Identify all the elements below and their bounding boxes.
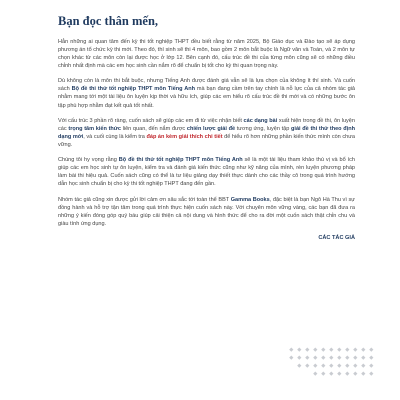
emphasis-strategy: chiến lược giải đề — [186, 125, 236, 132]
decorative-dot — [297, 363, 301, 367]
decorative-dot — [337, 347, 341, 351]
decorative-dot — [345, 355, 349, 359]
decorative-dot — [361, 371, 365, 375]
paragraph-5-text-end: , đặc biệt là bạn Ngô Hà Thu vì sự đồng hành và hỗ trợ tận tâm trong quá trình thực hiện cuốn sách này. Với chuyên môn vững vàng, các bạn đã đưa ra những ý kiến đóng góp quý báu giúp cải thiện cả nội dung và hình thức để cho ra đời một cuốn sách thật chỉn chu và giàu tính ứng dụng. — [58, 196, 355, 227]
decorative-dot — [369, 363, 373, 367]
paragraph-4-text: Chúng tôi hy vọng rằng — [58, 157, 119, 164]
paragraph-2 — [58, 77, 355, 109]
paragraph-3-text: Với cấu trúc 3 phần rõ ràng, cuốn sách sẽ giúp các em đi từ việc nhận biết — [58, 117, 244, 124]
decorative-dot — [289, 355, 293, 359]
paragraph-3-text: tương ứng, luyện tập — [235, 125, 292, 132]
decorative-dot — [361, 363, 365, 367]
decorative-dot-pattern — [290, 348, 378, 382]
paragraph-1-text: Hẳn những ai quan tâm đến kỳ thi tốt nghiệp THPT đều biết rằng từ năm 2025, Bộ Giáo dục và Đào tạo sẽ áp dụng phương án tổ chức kỳ thi mới. Theo đó, thí sinh sẽ thi 4 môn, bao gồm 2 môn bắt buộc là Ngữ văn và Toán, và 2 môn tự chọn khác từ các môn còn lại được học ở lớp 12. Bên cạnh đó, cấu trúc đề thi của từng môn cũng sẽ có những điều chỉnh nhất định mà các em học sinh cần nắm rõ để chuẩn bị tốt cho kỳ thi quan trọng này. — [58, 39, 355, 70]
publisher-emphasis: Gamma Books — [230, 196, 270, 203]
decorative-dot — [345, 371, 349, 375]
emphasis-answer-key: đáp án kèm giải thích chi tiết — [146, 133, 223, 140]
decorative-dot — [345, 347, 349, 351]
paragraph-2-text-end: mà bạn đang cầm trên tay chính là nỗ lực của cả nhóm tác giả nhằm mang tới một tài liệu ôn luyện kịp thời và hữu ích, giúp các em hiểu rõ cấu trúc đề thi mới và có những bước ôn tập phù hợp nhằm đạt kết quả tốt nhất. — [58, 86, 355, 109]
decorative-dot — [321, 347, 325, 351]
decorative-dot — [337, 371, 341, 375]
decorative-dot — [353, 371, 357, 375]
paragraph-4-text-end: sẽ là một tài liệu tham khảo thú vị và bổ ích giúp các em học sinh tự ôn luyện, kiểm tra và đánh giá kiến thức cũng như kỹ năng của mình, rèn luyện phương pháp làm bài thi hiệu quả. Cuốn sách cũng có thể là tư liệu giảng dạy thiết thực dành cho các thầy cô trong quá trình hướng dẫn học sinh chuẩn bị cho kỳ thi tốt nghiệp THPT đang đến gần. — [58, 157, 355, 188]
decorative-dot — [369, 347, 373, 351]
decorative-dot — [305, 363, 309, 367]
decorative-dot — [313, 363, 317, 367]
decorative-dot — [345, 363, 349, 367]
decorative-dot — [361, 347, 365, 351]
decorative-dot — [353, 363, 357, 367]
decorative-dot — [337, 363, 341, 367]
decorative-dot — [321, 363, 325, 367]
paragraph-1 — [58, 38, 355, 70]
decorative-dot — [353, 347, 357, 351]
paragraph-3-text: xuất hiện trong đề thi, ôn luyện các — [58, 117, 355, 132]
decorative-dot — [369, 371, 373, 375]
paragraph-5 — [58, 196, 355, 228]
paragraph-3-text-end: để hiểu rõ hơn những phần kiến thức mình còn chưa vững. — [58, 133, 355, 148]
paragraph-5-text: Nhóm tác giả cũng xin được gửi lời cảm ơn sâu sắc tới toàn thể BBT — [58, 196, 231, 203]
decorative-dot — [329, 347, 333, 351]
paragraph-2-text: Dù không còn là môn thi bắt buộc, nhưng Tiếng Anh được đánh giá vẫn sẽ là lựa chọn của không ít thí sinh. Và cuốn sách — [58, 78, 355, 93]
paragraph-4 — [58, 156, 355, 188]
decorative-dot — [297, 347, 301, 351]
authors-signature: CÁC TÁC GIẢ — [318, 234, 355, 241]
decorative-dot — [321, 355, 325, 359]
decorative-dot — [297, 355, 301, 359]
emphasis-question-types: các dạng bài — [243, 117, 278, 124]
emphasis-key-knowledge: trọng tâm kiến thức — [68, 125, 121, 132]
decorative-dot — [329, 371, 333, 375]
decorative-dot — [289, 347, 293, 351]
paragraph-3-text: liên quan, đến nắm được — [120, 125, 187, 132]
decorative-dot — [321, 371, 325, 375]
book-title-emphasis: Bộ đề thi thử tốt nghiệp THPT môn Tiếng Anh — [71, 86, 196, 93]
book-title-emphasis: Bộ đề thi thử tốt nghiệp THPT môn Tiếng Anh — [118, 157, 243, 164]
decorative-dot — [313, 347, 317, 351]
paragraph-3-text: , và cuối cùng là kiểm tra — [83, 133, 147, 140]
decorative-dot — [313, 355, 317, 359]
decorative-dot — [305, 355, 309, 359]
decorative-dot — [353, 355, 357, 359]
page-margin — [0, 0, 22, 400]
emphasis-practice-tests: giải đề thi thử theo định dạng mới — [58, 125, 355, 140]
decorative-dot — [313, 371, 317, 375]
greeting-heading: Bạn đọc thân mến, — [58, 14, 159, 28]
decorative-dot — [329, 363, 333, 367]
decorative-dot — [337, 355, 341, 359]
decorative-dot — [329, 355, 333, 359]
decorative-dot — [361, 355, 365, 359]
decorative-dot — [305, 347, 309, 351]
decorative-dot — [369, 355, 373, 359]
preface-letter — [58, 14, 355, 241]
paragraph-3 — [58, 117, 355, 149]
